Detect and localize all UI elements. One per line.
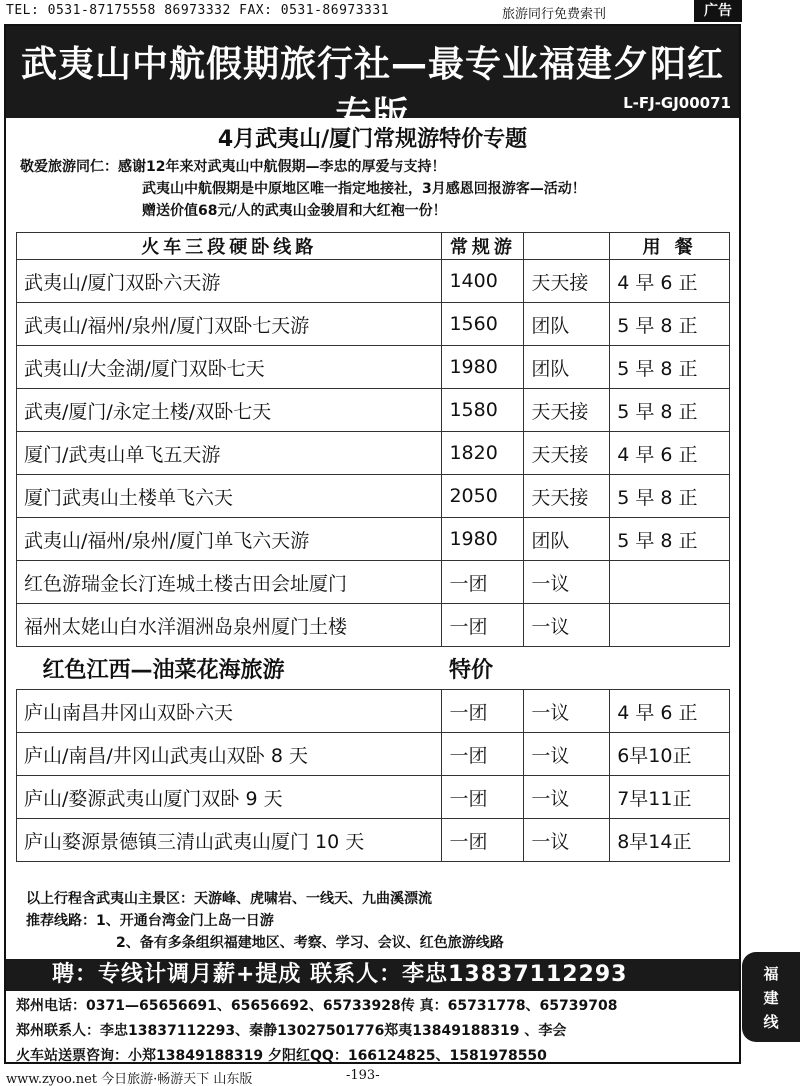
side-tab — [742, 952, 800, 1042]
route-type: 一议 — [524, 690, 610, 733]
contact-info — [16, 994, 618, 1069]
table-row — [17, 389, 730, 432]
route-type: 团队 — [524, 518, 610, 561]
route-type: 天天接 — [524, 432, 610, 475]
table-row — [17, 518, 730, 561]
license-number: L-FJ-GJ00071 — [623, 94, 731, 112]
route-type: 一议 — [524, 733, 610, 776]
greeting-line-3: 赠送价值68元/人的武夷山金骏眉和大红袍一份！ — [142, 203, 447, 219]
table-row — [17, 690, 730, 733]
side-char-3: 线 — [763, 1013, 779, 1031]
route-type: 天天接 — [524, 260, 610, 303]
route-name: 红色游瑞金长汀连城土楼古田会址厦门 — [17, 561, 442, 604]
route-meals: 4 早 6 正 — [610, 432, 730, 475]
route-name: 武夷山/厦门双卧六天游 — [17, 260, 442, 303]
route-name: 庐山/婺源武夷山厦门双卧 9 天 — [17, 776, 442, 819]
route-type: 天天接 — [524, 475, 610, 518]
route-meals: 5 早 8 正 — [610, 518, 730, 561]
info-line-3: 火车站送票咨询：小郑13849188319 夕阳红QQ：166124825、1581978550 — [16, 1048, 547, 1064]
route-type: 团队 — [524, 346, 610, 389]
route-price: 1580 — [442, 389, 524, 432]
page-title: 武夷山中航假期旅行社—最专业福建夕阳红专版 — [20, 44, 724, 136]
route-meals: 7早11正 — [610, 776, 730, 819]
topic-heading: 4月武夷山/厦门常规游特价专题 — [217, 127, 528, 152]
notes-line-1: 以上行程含武夷山主景区：天游峰、虎啸岩、一线天、九曲溪漂流 — [26, 891, 432, 907]
route-name: 武夷/厦门/永定土楼/双卧七天 — [17, 389, 442, 432]
top-bar — [0, 0, 800, 22]
route-meals: 5 早 8 正 — [610, 346, 730, 389]
route-price: 一团 — [442, 604, 524, 647]
route-name: 厦门/武夷山单飞五天游 — [17, 432, 442, 475]
route-price: 1980 — [442, 518, 524, 561]
route-price: 一团 — [442, 776, 524, 819]
route-name: 庐山南昌井冈山双卧六天 — [17, 690, 442, 733]
route-price: 1560 — [442, 303, 524, 346]
notes-line-2: 推荐线路：1、开通台湾金门上岛一日游 — [26, 913, 274, 929]
greeting-line-2: 武夷山中航假期是中原地区唯一指定地接社，3月感恩回报游客—活动！ — [142, 181, 586, 197]
route-name: 庐山婺源景德镇三清山武夷山厦门 10 天 — [17, 819, 442, 862]
route-name: 庐山/南昌/井冈山武夷山双卧 8 天 — [17, 733, 442, 776]
side-char-1: 福 — [763, 965, 779, 983]
route-type: 天天接 — [524, 389, 610, 432]
section-row — [17, 647, 730, 690]
table-row — [17, 346, 730, 389]
free-index-note: 旅游同行免费索刊 — [502, 7, 607, 22]
table-header-row — [17, 233, 730, 260]
notes-line-3: 2、备有多条组织福建地区、考察、学习、会议、红色旅游线路 — [116, 935, 504, 951]
ad-label: 广告 — [694, 0, 742, 22]
route-meals: 4 早 6 正 — [610, 260, 730, 303]
route-name: 福州太姥山白水洋湄洲岛泉州厦门土楼 — [17, 604, 442, 647]
route-price: 一团 — [442, 819, 524, 862]
header-route: 火车三段硬卧线路 — [17, 233, 442, 260]
route-price: 2050 — [442, 475, 524, 518]
route-name: 武夷山/大金湖/厦门双卧七天 — [17, 346, 442, 389]
header-meals: 用 餐 — [610, 233, 730, 260]
route-price: 一团 — [442, 561, 524, 604]
table-row — [17, 303, 730, 346]
table-row — [17, 776, 730, 819]
greeting-text — [20, 156, 586, 222]
table-row — [17, 561, 730, 604]
route-meals — [610, 561, 730, 604]
info-line-2: 郑州联系人：李忠13837112293、秦静13027501776郑夷13849188319 、李会 — [16, 1023, 567, 1039]
greeting-line-1: 敬爱旅游同仁：感谢12年来对武夷山中航假期—李忠的厚爱与支持！ — [20, 159, 446, 175]
header-regular: 常规游 — [442, 233, 524, 260]
section-title: 红色江西—油菜花海旅游 — [17, 647, 442, 690]
route-meals: 5 早 8 正 — [610, 303, 730, 346]
route-meals: 5 早 8 正 — [610, 475, 730, 518]
page-number: -193- — [346, 1068, 380, 1083]
header-banner — [6, 26, 739, 136]
section-price-label: 特价 — [442, 647, 524, 690]
route-name: 武夷山/福州/泉州/厦门双卧七天游 — [17, 303, 442, 346]
route-type: 一议 — [524, 776, 610, 819]
table-row — [17, 260, 730, 303]
table-row — [17, 604, 730, 647]
route-meals: 8早14正 — [610, 819, 730, 862]
header-blank — [524, 233, 610, 260]
route-type: 一议 — [524, 561, 610, 604]
table-row — [17, 475, 730, 518]
route-type: 一议 — [524, 604, 610, 647]
route-price: 1400 — [442, 260, 524, 303]
route-meals: 6早10正 — [610, 733, 730, 776]
route-price: 1980 — [442, 346, 524, 389]
route-meals — [610, 604, 730, 647]
ad-frame — [4, 24, 741, 1064]
route-name: 厦门武夷山土楼单飞六天 — [17, 475, 442, 518]
table-row — [17, 432, 730, 475]
table-row — [17, 819, 730, 862]
side-char-2: 建 — [763, 989, 779, 1007]
route-price: 一团 — [442, 733, 524, 776]
table-row — [17, 733, 730, 776]
route-price: 一团 — [442, 690, 524, 733]
route-meals: 5 早 8 正 — [610, 389, 730, 432]
footer — [6, 1068, 380, 1086]
route-name: 武夷山/福州/泉州/厦门单飞六天游 — [17, 518, 442, 561]
route-meals: 4 早 6 正 — [610, 690, 730, 733]
contact-numbers: TEL: 0531-87175558 86973332 FAX: 0531-86973331 — [6, 3, 390, 18]
recruit-banner: 聘：专线计调月薪+提成 联系人：李忠13837112293 — [6, 959, 739, 991]
route-price: 1820 — [442, 432, 524, 475]
notes-block — [26, 888, 504, 954]
routes-table — [16, 232, 730, 862]
route-type: 团队 — [524, 303, 610, 346]
info-line-1: 郑州电话：0371—65656691、65656692、65733928传 真：65731778、65739708 — [16, 998, 618, 1014]
route-type: 一议 — [524, 819, 610, 862]
footer-site: www.zyoo.net 今日旅游·畅游天下 山东版 — [6, 1072, 253, 1086]
